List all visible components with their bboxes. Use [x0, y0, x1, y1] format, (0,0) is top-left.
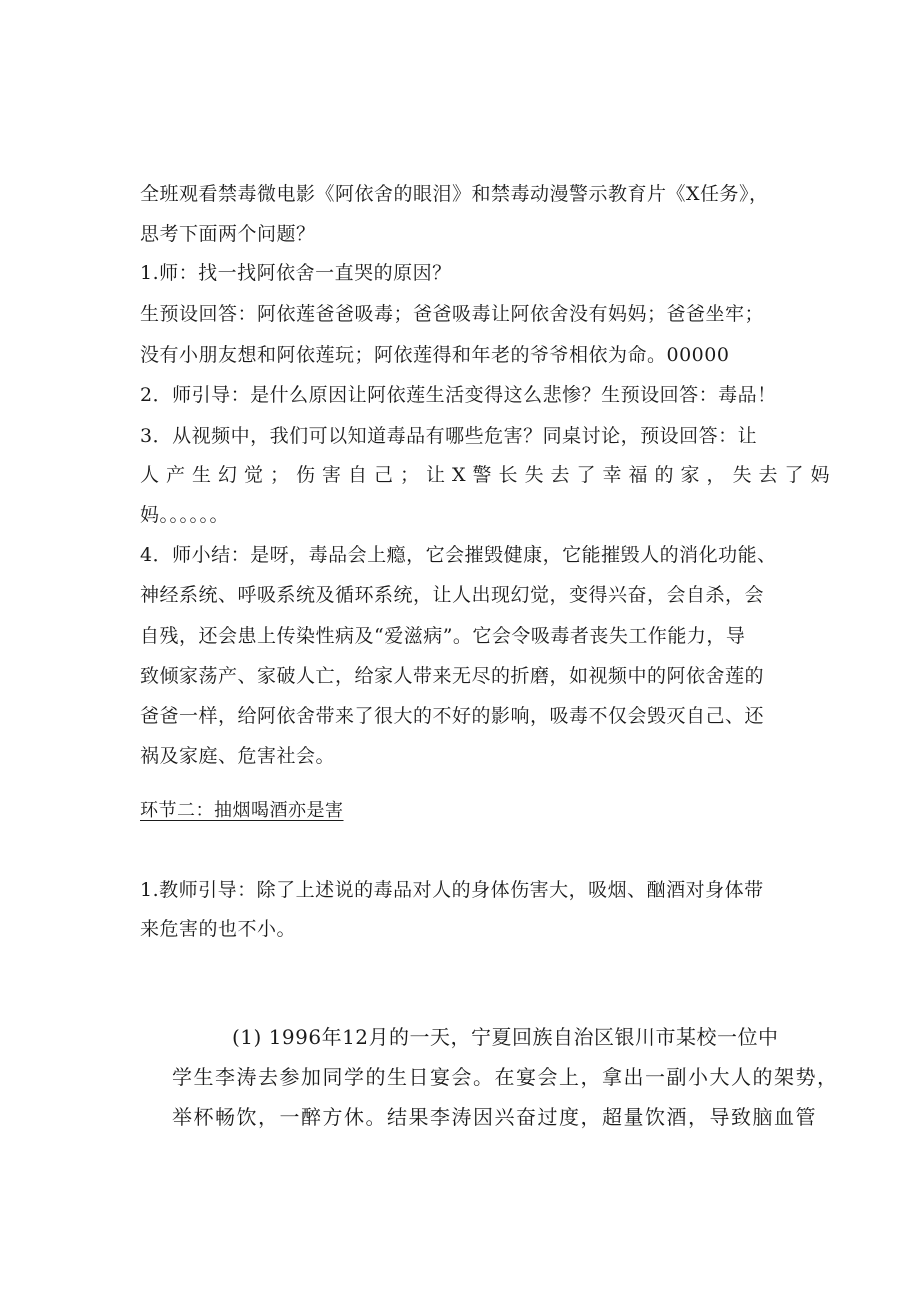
- q1-answer-line-1: 生预设回答：阿依莲爸爸吸毒；爸爸吸毒让阿依舍没有妈妈；爸爸坐牢；: [140, 303, 765, 325]
- q4-line-5: 爸爸一样，给阿依舍带来了很大的不好的影响，吸毒不仅会毁灭自己、还: [140, 705, 765, 727]
- q1-question: 1.师：找一找阿依舍一直哭的原因？: [140, 262, 452, 284]
- q3-line-1: 3．从视频中，我们可以知道毒品有哪些危害？同桌讨论，预设回答：让: [140, 425, 758, 447]
- teacher-guide-line-1: 1.教师引导：除了上述说的毒品对人的身体伤害大，吸烟、酗酒对身体带: [140, 879, 764, 901]
- teacher-guide-line-2: 来危害的也不小。: [140, 918, 297, 940]
- q2-line: 2．师引导：是什么原因让阿依莲生活变得这么悲惨？生预设回答：毒品！: [140, 384, 777, 406]
- q4-line-1: 4．师小结：是呀，毒品会上瘾，它会摧毁健康，它能摧毁人的消化功能、: [140, 544, 777, 566]
- case-line-2: 学生李涛去参加同学的生日宴会。在宴会上，拿出一副小大人的架势，: [172, 1065, 839, 1089]
- q3-line-3: 妈。。。。。。: [140, 504, 230, 526]
- section2-heading: 环节二：抽烟喝酒亦是害: [140, 800, 344, 821]
- case-line-3: 举杯畅饮，一醉方休。结果李涛因兴奋过度，超量饮酒，导致脑血管: [172, 1105, 817, 1129]
- q4-line-2: 神经系统、呼吸系统及循环系统，让人出现幻觉，变得兴奋，会自杀，会: [140, 584, 765, 606]
- q4-line-3: 自残，还会患上传染性病及“爱滋病”。它会令吸毒者丧失工作能力，导: [140, 625, 746, 647]
- q4-line-6: 祸及家庭、危害社会。: [140, 745, 336, 767]
- q3-line-2: 人产生幻觉；伤害自己；让X警长失去了幸福的家，失去了妈: [140, 464, 837, 486]
- intro-line-1: 全班观看禁毒微电影《阿依舍的眼泪》和禁毒动漫警示教育片《X任务》，: [140, 183, 769, 205]
- intro-line-2: 思考下面两个问题？: [140, 223, 316, 245]
- q4-line-4: 致倾家荡产、家破人亡，给家人带来无尽的折磨，如视频中的阿依舍莲的: [140, 665, 765, 687]
- q1-answer-line-2: 没有小朋友想和阿依莲玩；阿依莲得和年老的爷爷相依为命。00000: [140, 344, 730, 366]
- case-line-1: (1) 1996年12月的一天，宁夏回族自治区银川市某校一位中: [232, 1025, 779, 1049]
